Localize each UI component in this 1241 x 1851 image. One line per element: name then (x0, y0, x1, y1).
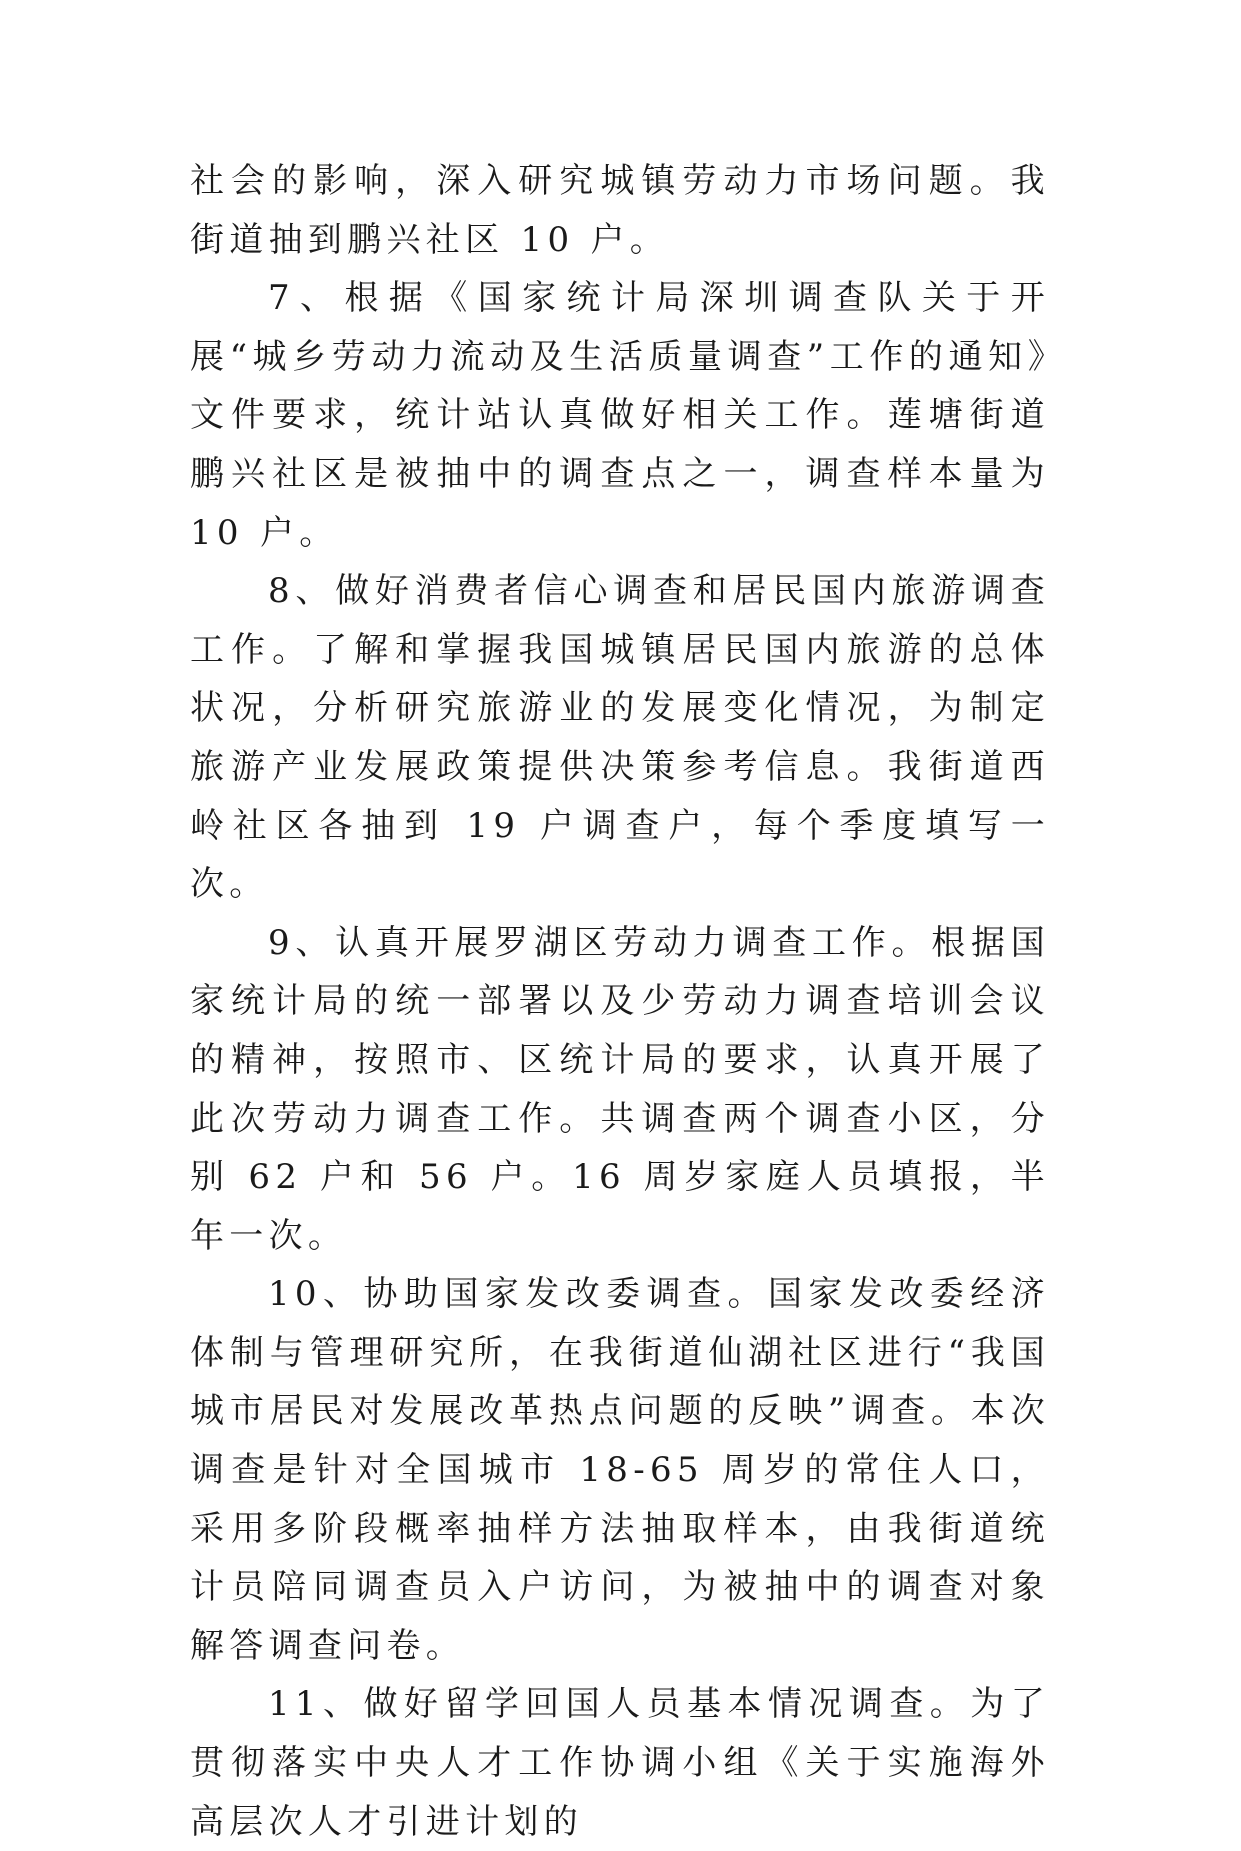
paragraph-item-11: 11、做好留学回国人员基本情况调查。为了贯彻落实中央人才工作协调小组《关于实施海外高层次人才引进计划的 (190, 1684, 1050, 1842)
paragraph-item-9: 9、认真开展罗湖区劳动力调查工作。根据国家统计局的统一部署以及少劳动力调查培训会议的精神，按照市、区统计局的要求，认真开展了此次劳动力调查工作。共调查两个调查小区，分别 62 户和 56 户。16 周岁家庭人员填报，半年一次。 (190, 922, 1050, 1256)
paragraph-item-8: 8、做好消费者信心调查和居民国内旅游调查工作。了解和掌握我国城镇居民国内旅游的总体状况，分析研究旅游业的发展变化情况，为制定旅游产业发展政策提供决策参考信息。我街道西岭社区各抽到 19 户调查户，每个季度填写一次。 (190, 571, 1050, 905)
paragraph-item-7: 7、根据《国家统计局深圳调查队关于开展“城乡劳动力流动及生活质量调查”工作的通知》文件要求，统计站认真做好相关工作。莲塘街道鹏兴社区是被抽中的调查点之一，调查样本量为 10 户。 (190, 278, 1050, 553)
paragraph-item-10: 10、协助国家发改委调查。国家发改委经济体制与管理研究所，在我街道仙湖社区进行“我国城市居民对发展改革热点问题的反映”调查。本次调查是针对全国城市 18-65 周岁的常住人口，采用多阶段概率抽样方法抽取样本，由我街道统计员陪同调查员入户访问，为被抽中的调查对象解答调查问卷。 (190, 1274, 1050, 1666)
paragraph-continued: 社会的影响，深入研究城镇劳动力市场问题。我街道抽到鹏兴社区 10 户。 (190, 161, 1050, 260)
document-body (190, 152, 1050, 1851)
